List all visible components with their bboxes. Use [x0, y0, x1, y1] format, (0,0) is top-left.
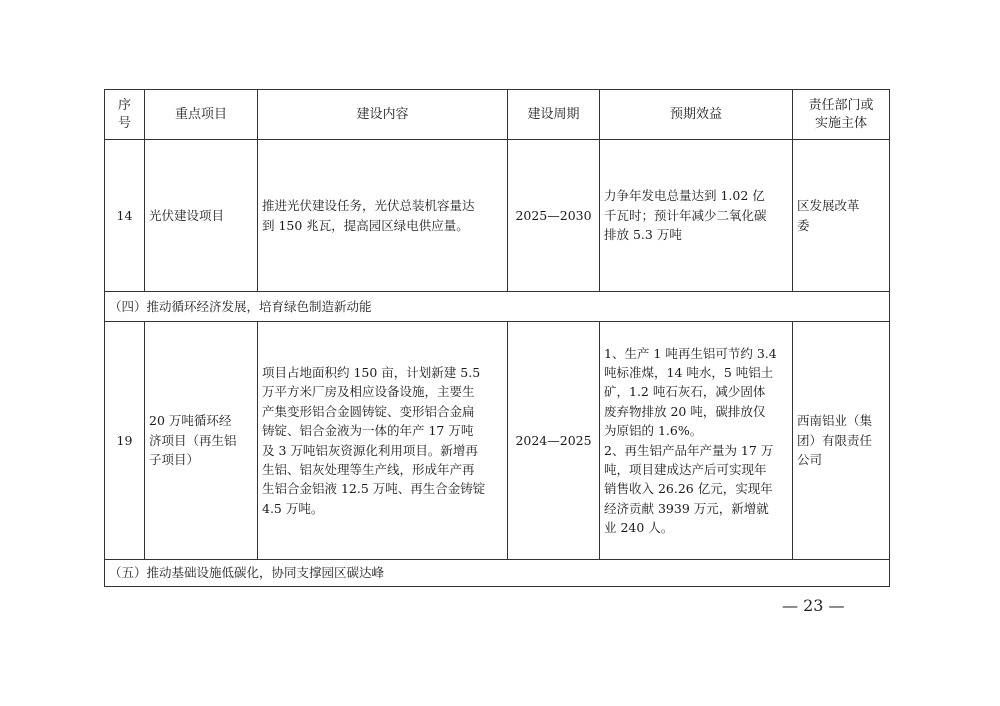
row14-benefit: 力争年发电总量达到 1.02 亿 千瓦时；预计年减少二氧化碳 排放 5.3 万吨 — [600, 140, 793, 292]
row14-owner: 区发展改革 委 — [793, 140, 890, 292]
header-owner: 责任部门或 实施主体 — [793, 90, 890, 140]
row19-owner: 西南铝业（集 团）有限责任 公司 — [793, 322, 890, 560]
row19-project: 20 万吨循环经 济项目（再生铝 子项目） — [145, 322, 258, 560]
header-content: 建设内容 — [258, 90, 508, 140]
header-period: 建设周期 — [508, 90, 600, 140]
plan-table — [104, 89, 890, 587]
table-row — [105, 322, 890, 560]
row14-no: 14 — [105, 140, 145, 292]
table-row — [105, 140, 890, 292]
page-number: — 23 — — [782, 596, 845, 615]
header-no: 序 号 — [105, 90, 145, 140]
row14-project: 光伏建设项目 — [145, 140, 258, 292]
row19-no: 19 — [105, 322, 145, 560]
row14-period: 2025—2030 — [508, 140, 600, 292]
header-project: 重点项目 — [145, 90, 258, 140]
section-4-title: （四）推动循环经济发展，培育绿色制造新动能 — [105, 292, 890, 322]
section-5-title: （五）推动基础设施低碳化，协同支撑园区碳达峰 — [105, 560, 890, 587]
header-benefit: 预期效益 — [600, 90, 793, 140]
row14-content: 推进光伏建设任务，光伏总装机容量达 到 150 兆瓦，提高园区绿电供应量。 — [258, 140, 508, 292]
row19-period: 2024—2025 — [508, 322, 600, 560]
row19-content: 项目占地面积约 150 亩，计划新建 5.5 万平方米厂房及相应设备设施，主要生 产集变形铝合金圆铸锭、变形铝合金扁 铸锭、铝合金液为一体的年产 17 万吨 及 3 万吨铝灰资源化利用项目。新增再 生铝、铝灰处理等生产线，形成年产再 生铝合金铝液 12.5 万吨、再生合金铸锭 4.5 万吨。 — [258, 322, 508, 560]
section-row — [105, 292, 890, 322]
row19-benefit: 1、生产 1 吨再生铝可节约 3.4 吨标准煤，14 吨水，5 吨铝土 矿，1.2 吨石灰石，减少固体 废弃物排放 20 吨，碳排放仅 为原铝的 1.6%。 2、再生铝产品年产量为 17 万 吨，项目建成达产后可实现年 销售收入 26.26 亿元，实现年 经济贡献 3939 万元，新增就 业 240 人。 — [600, 322, 793, 560]
table-header-row — [105, 90, 890, 140]
section-row — [105, 560, 890, 587]
